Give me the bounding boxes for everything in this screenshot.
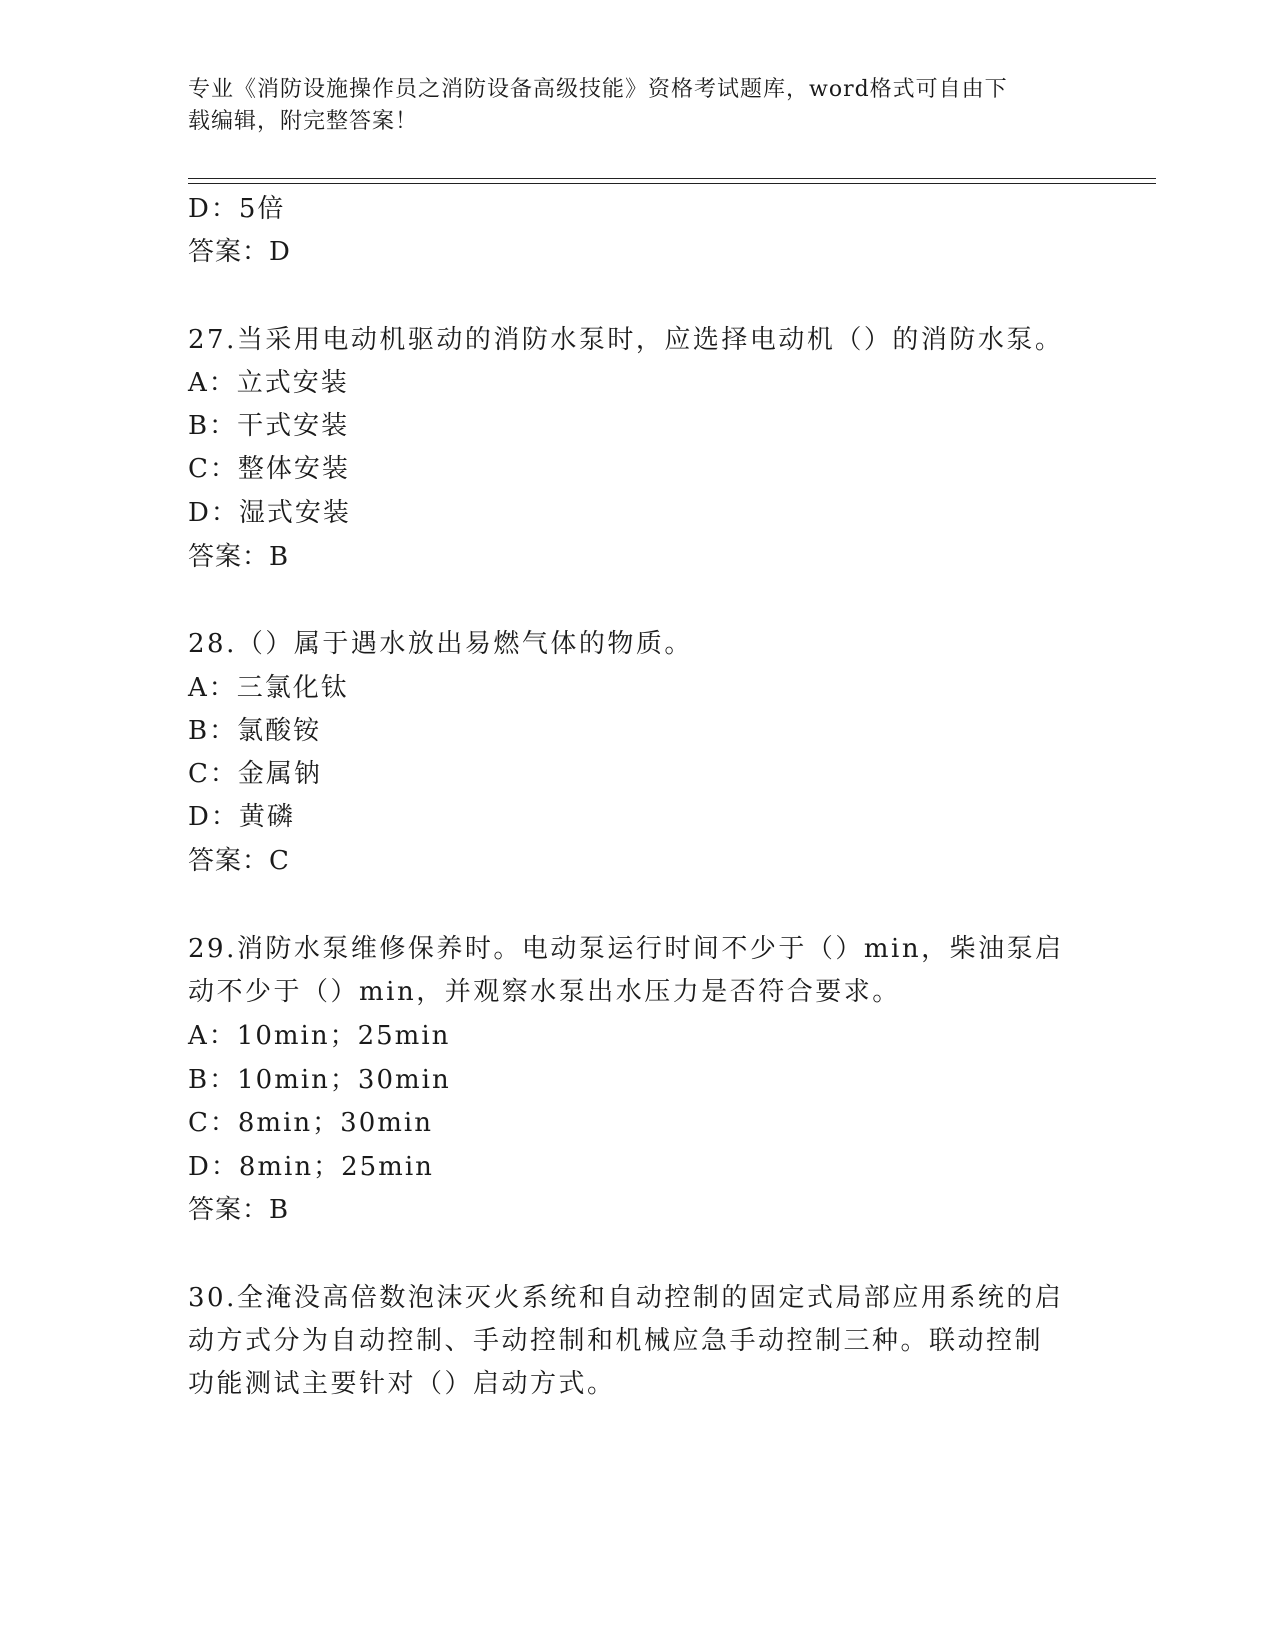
question-27-option-a: A：立式安装 bbox=[188, 368, 349, 398]
header-divider-top bbox=[188, 178, 1156, 179]
question-27-option-d: D：湿式安装 bbox=[188, 498, 351, 528]
question-28-stem: 28.（）属于遇水放出易燃气体的物质。 bbox=[188, 629, 693, 659]
prev-option-d: D：5倍 bbox=[188, 194, 286, 224]
question-27-option-c: C：整体安装 bbox=[188, 454, 350, 484]
header-line-2: 载编辑，附完整答案！ bbox=[188, 109, 419, 134]
question-27-stem: 27.当采用电动机驱动的消防水泵时，应选择电动机（）的消防水泵。 bbox=[188, 325, 1064, 355]
question-29-option-a: A：10min；25min bbox=[188, 1021, 451, 1051]
question-30-stem-line-3: 功能测试主要针对（）启动方式。 bbox=[188, 1369, 616, 1399]
question-27-answer: 答案：B bbox=[188, 542, 290, 572]
question-29-answer: 答案：B bbox=[188, 1195, 290, 1225]
question-30-stem-line-1: 30.全淹没高倍数泡沫灭火系统和自动控制的固定式局部应用系统的启 bbox=[188, 1283, 1064, 1313]
question-29-option-c: C：8min；30min bbox=[188, 1108, 433, 1138]
question-28-option-c: C：金属钠 bbox=[188, 759, 322, 789]
question-28-option-a: A：三氯化钛 bbox=[188, 673, 349, 703]
question-28-answer: 答案：C bbox=[188, 846, 290, 876]
question-29-stem-line-2: 动不少于（）min，并观察水泵出水压力是否符合要求。 bbox=[188, 977, 901, 1007]
question-29-option-d: D：8min；25min bbox=[188, 1152, 434, 1182]
document-header bbox=[188, 74, 1068, 138]
question-27-option-b: B：干式安装 bbox=[188, 411, 350, 441]
question-30-stem-line-2: 动方式分为自动控制、手动控制和机械应急手动控制三种。联动控制 bbox=[188, 1326, 1044, 1356]
question-28-option-d: D：黄磷 bbox=[188, 802, 295, 832]
prev-answer: 答案：D bbox=[188, 237, 291, 267]
question-29-option-b: B：10min；30min bbox=[188, 1065, 451, 1095]
header-line-1: 专业《消防设施操作员之消防设备高级技能》资格考试题库，word格式可自由下 bbox=[188, 77, 1008, 102]
question-28-option-b: B：氯酸铵 bbox=[188, 716, 322, 746]
question-29-stem-line-1: 29.消防水泵维修保养时。电动泵运行时间不少于（）min，柴油泵启 bbox=[188, 934, 1064, 964]
header-divider-bottom bbox=[188, 183, 1156, 184]
